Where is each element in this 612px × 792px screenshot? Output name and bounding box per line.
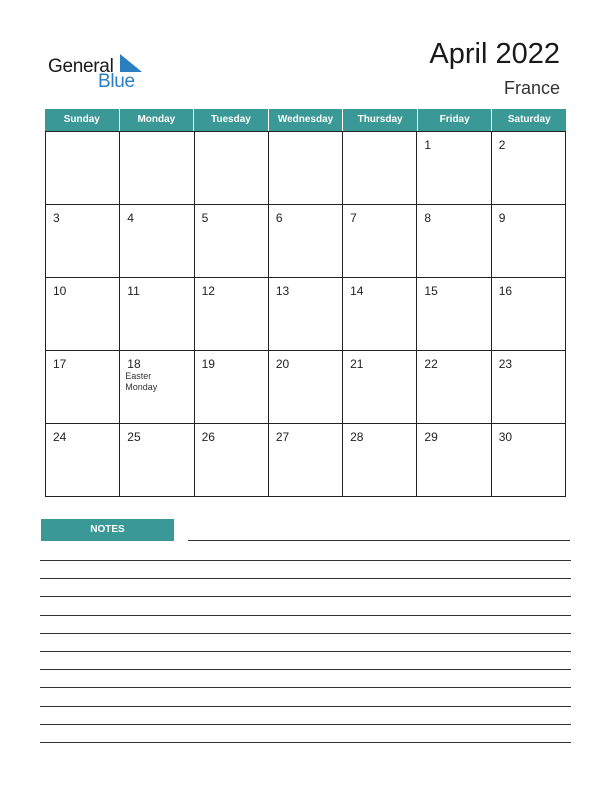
day-cell: [492, 132, 566, 204]
weekday-saturday: Saturday: [507, 114, 551, 125]
weekday-header: [45, 109, 566, 131]
day-cell: [195, 205, 269, 277]
day-number: 1: [424, 138, 432, 152]
day-cell: [46, 424, 120, 496]
weekday-friday: Friday: [418, 109, 493, 131]
day-number: 22: [424, 357, 438, 371]
logo-general-text: General: [48, 56, 114, 77]
day-number: 15: [424, 284, 438, 298]
day-cell: [120, 205, 194, 277]
day-number: 13: [275, 284, 290, 298]
day-number: 26: [201, 430, 215, 444]
day-number: 16: [498, 284, 513, 298]
day-cell: [269, 424, 343, 496]
day-cell: [343, 424, 417, 496]
day-number: 19: [201, 357, 215, 371]
calendar: [45, 109, 566, 497]
day-cell: [417, 132, 491, 204]
notes-label: NOTES: [41, 519, 174, 541]
weekday-tuesday: Tuesday: [194, 109, 269, 131]
notes-line: [40, 633, 571, 634]
day-cell: [343, 205, 417, 277]
notes-line: [40, 687, 571, 688]
day-number: 3: [53, 211, 60, 225]
day-number: 18: [127, 357, 141, 371]
day-cell: [195, 424, 269, 496]
day-number: 9: [498, 211, 506, 225]
day-cell: [46, 278, 120, 350]
notes-line: [40, 724, 571, 725]
day-cell: [120, 132, 194, 204]
generalblue-logo: [48, 52, 148, 92]
day-number: 30: [498, 430, 513, 444]
day-number: 10: [53, 284, 67, 298]
week-row: [46, 351, 566, 424]
day-number: 5: [201, 211, 209, 225]
day-number: 14: [350, 284, 364, 298]
week-row: [46, 132, 566, 205]
day-number: 12: [201, 284, 215, 298]
weekday-monday: Monday: [120, 109, 195, 131]
day-number: 2: [498, 138, 506, 152]
day-cell: [120, 278, 194, 350]
day-cell: [492, 424, 566, 496]
weekday-wednesday: Wednesday: [269, 109, 344, 131]
day-cell: [195, 351, 269, 423]
day-number: 27: [275, 430, 290, 444]
day-cell: [417, 205, 491, 277]
day-number: 7: [350, 211, 357, 225]
week-row: [46, 278, 566, 351]
day-cell: [343, 278, 417, 350]
day-cell: [269, 205, 343, 277]
day-cell: [492, 351, 566, 423]
week-row: [46, 424, 566, 497]
day-number: 20: [275, 357, 290, 371]
day-cell: [46, 132, 120, 204]
notes-line: [40, 560, 571, 561]
day-cell: [269, 132, 343, 204]
day-cell: [269, 278, 343, 350]
day-number: 6: [275, 211, 283, 225]
day-cell: [46, 205, 120, 277]
day-cell: [46, 351, 120, 423]
day-cell: [417, 278, 491, 350]
day-cell: [120, 351, 194, 423]
logo-blue-text: Blue: [98, 71, 135, 92]
day-cell: [195, 278, 269, 350]
holiday-label: Easter Monday: [125, 371, 158, 392]
day-number: 24: [53, 430, 67, 444]
notes-line: [188, 540, 570, 541]
day-number: 29: [424, 430, 438, 444]
day-number: 4: [127, 211, 134, 225]
day-cell: [195, 132, 269, 204]
notes-line: [40, 578, 571, 579]
day-cell: [492, 278, 566, 350]
day-cell: [417, 424, 491, 496]
week-row: [46, 205, 566, 278]
notes-line: [40, 615, 571, 616]
notes-line: [40, 596, 571, 597]
day-number: 28: [350, 430, 364, 444]
day-number: 25: [127, 430, 141, 444]
calendar-grid: [45, 131, 566, 497]
day-number: 17: [53, 357, 67, 371]
notes-line: [40, 742, 571, 743]
day-number: 8: [424, 211, 432, 225]
day-cell: [343, 351, 417, 423]
day-number: 11: [127, 284, 140, 298]
logo-triangle-icon: [120, 54, 142, 72]
day-cell: [417, 351, 491, 423]
notes-line: [40, 669, 571, 670]
notes-line: [40, 651, 571, 652]
calendar-country: France: [503, 78, 560, 98]
weekday-sunday: Sunday: [45, 109, 120, 131]
notes-line: [40, 706, 571, 707]
day-cell: [492, 205, 566, 277]
day-number: 23: [498, 357, 513, 371]
day-cell: [269, 351, 343, 423]
day-number: 21: [350, 357, 364, 371]
weekday-thursday: Thursday: [343, 109, 418, 131]
calendar-title: April 2022: [429, 38, 560, 70]
day-cell: [343, 132, 417, 204]
day-cell: [120, 424, 194, 496]
